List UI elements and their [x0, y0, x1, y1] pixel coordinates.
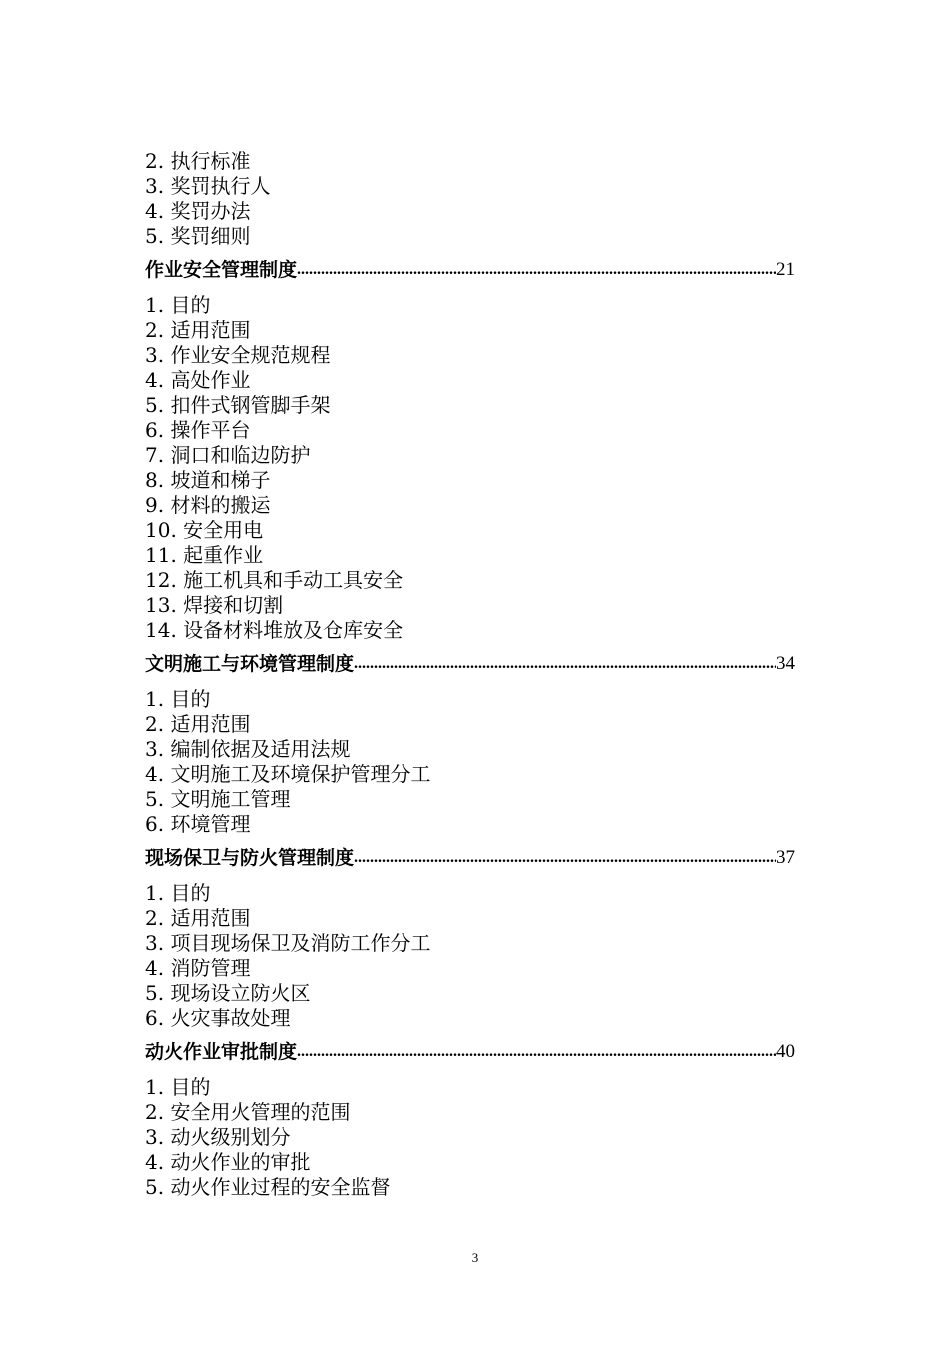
toc-item: 4. 文明施工及环境保护管理分工 — [145, 762, 431, 786]
toc-item: 4. 消防管理 — [145, 956, 251, 980]
toc-item: 14. 设备材料堆放及仓库安全 — [145, 618, 404, 642]
toc-item: 1. 目的 — [145, 687, 211, 711]
section-title: 文明施工与环境管理制度 — [145, 653, 355, 675]
toc-item: 1. 目的 — [145, 1075, 211, 1099]
toc-item: 3. 编制依据及适用法规 — [145, 737, 351, 761]
dot-leader — [297, 257, 776, 283]
toc-item: 4. 奖罚办法 — [145, 199, 251, 223]
toc-item: 2. 适用范围 — [145, 712, 251, 736]
dot-leader — [354, 845, 776, 871]
toc-section-heading[interactable] — [145, 845, 795, 871]
toc-item: 5. 动火作业过程的安全监督 — [145, 1175, 391, 1199]
toc-item: 4. 高处作业 — [145, 368, 251, 392]
toc-item: 5. 扣件式钢管脚手架 — [145, 393, 331, 417]
toc-section-heading[interactable] — [145, 257, 795, 283]
dot-leader — [297, 1039, 776, 1065]
toc-item: 2. 适用范围 — [145, 318, 251, 342]
toc-item: 3. 奖罚执行人 — [145, 174, 271, 198]
section-page-number: 37 — [776, 847, 795, 868]
intro-items — [145, 149, 795, 249]
toc-item: 4. 动火作业的审批 — [145, 1150, 311, 1174]
toc-item: 3. 作业安全规范规程 — [145, 343, 331, 367]
toc-item: 5. 奖罚细则 — [145, 224, 251, 248]
toc-item: 5. 文明施工管理 — [145, 787, 291, 811]
section-page-number: 34 — [776, 653, 795, 674]
toc-item: 1. 目的 — [145, 293, 211, 317]
table-of-contents — [145, 149, 795, 1200]
toc-item: 6. 环境管理 — [145, 812, 251, 836]
toc-item: 2. 执行标准 — [145, 149, 251, 173]
toc-item: 12. 施工机具和手动工具安全 — [145, 568, 404, 592]
toc-section-heading[interactable] — [145, 1039, 795, 1065]
toc-item: 8. 坡道和梯子 — [145, 468, 271, 492]
dot-leader — [354, 651, 776, 677]
toc-item: 9. 材料的搬运 — [145, 493, 271, 517]
section-title: 作业安全管理制度 — [145, 259, 298, 281]
toc-item: 7. 洞口和临边防护 — [145, 443, 311, 467]
toc-item: 3. 动火级别划分 — [145, 1125, 291, 1149]
section-page-number: 40 — [776, 1041, 795, 1062]
section-title: 现场保卫与防火管理制度 — [145, 847, 355, 869]
toc-item: 2. 安全用火管理的范围 — [145, 1100, 351, 1124]
toc-item: 6. 操作平台 — [145, 418, 251, 442]
toc-item: 3. 项目现场保卫及消防工作分工 — [145, 931, 431, 955]
page-number: 3 — [471, 1250, 479, 1265]
toc-section-heading[interactable] — [145, 651, 795, 677]
section-title: 动火作业审批制度 — [145, 1041, 298, 1063]
toc-item: 11. 起重作业 — [145, 543, 264, 567]
toc-item: 6. 火灾事故处理 — [145, 1006, 291, 1030]
section-page-number: 21 — [776, 259, 795, 280]
toc-item: 1. 目的 — [145, 881, 211, 905]
toc-item: 10. 安全用电 — [145, 518, 264, 542]
toc-item: 13. 焊接和切割 — [145, 593, 284, 617]
toc-item: 2. 适用范围 — [145, 906, 251, 930]
toc-item: 5. 现场设立防火区 — [145, 981, 311, 1005]
